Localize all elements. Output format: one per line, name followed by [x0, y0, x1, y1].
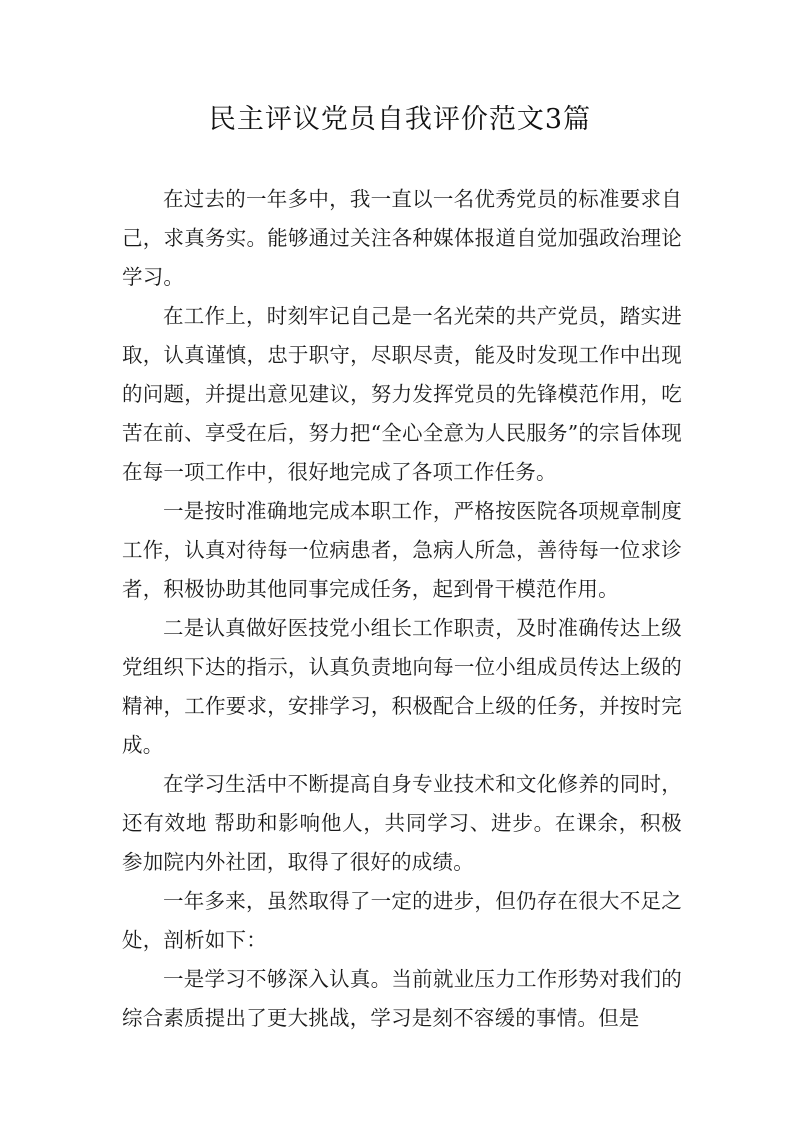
- paragraph-2: 在工作上，时刻牢记自己是一名光荣的共产党员，踏实进取，认真谨慎，忠于职守，尽职尽责，能及时发现工作中出现的问题，并提出意见建议，努力发挥党员的先锋模范作用，吃苦在前、享受在后，努力把“全心全意为人民服务”的宗旨体现在每一项工作中，很好地完成了各项工作任务。: [122, 304, 682, 484]
- paragraph-1: 在过去的一年多中，我一直以一名优秀党员的标准要求自己，求真务实。能够通过关注各种媒体报道自觉加强政治理论学习。: [122, 187, 682, 289]
- paragraph-6: 一年多来，虽然取得了一定的进步，但仍存在很大不足之处，剖析如下：: [122, 889, 682, 952]
- paragraph-4: 二是认真做好医技党小组长工作职责，及时准确传达上级党组织下达的指示，认真负责地向每一位小组成员传达上级的精神，工作要求，安排学习，积极配合上级的任务，并按时完成。: [122, 616, 682, 757]
- document-title: 民主评议党员自我评价范文3篇: [208, 104, 592, 135]
- paragraph-7: 一是学习不够深入认真。当前就业压力工作形势对我们的综合素质提出了更大挑战，学习是刻不容缓的事情。但是: [122, 967, 682, 1030]
- document-body: [122, 180, 682, 1038]
- paragraph-5: 在学习生活中不断提高自身专业技术和文化修养的同时，还有效地 帮助和影响他人，共同学习、进步。在课余，积极参加院内外社团，取得了很好的成绩。: [122, 772, 682, 874]
- paragraph-3: 一是按时准确地完成本职工作，严格按医院各项规章制度工作，认真对待每一位病患者，急病人所急，善待每一位求诊者，积极协助其他同事完成任务，起到骨干模范作用。: [122, 499, 682, 601]
